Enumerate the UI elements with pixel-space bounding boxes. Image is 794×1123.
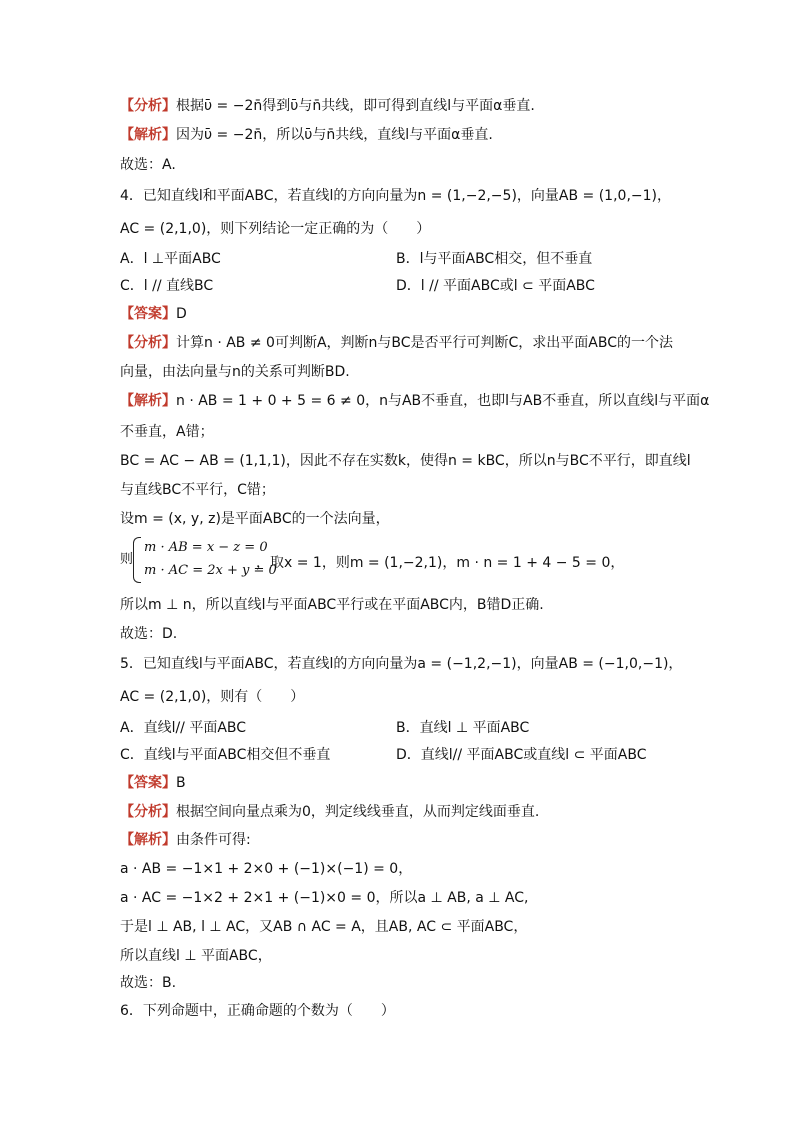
system-prefix: 则 <box>120 552 134 567</box>
q4-stem-line-2: AC = (2,1,0)，则下列结论一定正确的为（ ） <box>120 221 431 237</box>
q4-option-c: C．l // 直线BC <box>120 278 214 294</box>
answer-tag: 【答案】 <box>120 306 176 322</box>
q4-solution-line-1 <box>120 391 710 411</box>
q5-option-b: B．直线l ⊥ 平面ABC <box>396 720 530 736</box>
analysis-tag: 【分析】 <box>120 335 176 351</box>
q3-analysis-line <box>120 96 704 116</box>
q5-stem-line-2: AC = (2,1,0)，则有（ ） <box>120 689 305 705</box>
q4-solution-line-6: 所以m ⊥ n，所以直线l与平面ABC平行或在平面ABC内，B错D正确. <box>120 597 544 613</box>
q4-option-d: D．l // 平面ABC或l ⊂ 平面ABC <box>396 278 595 294</box>
q5-solution-text-1: 由条件可得: <box>176 832 251 848</box>
system-equation-2: m · AC = 2x + y = 0 <box>144 563 277 578</box>
q3-solution-text: 因为ῡ = −2n̄，所以ῡ与n̄共线，直线l与平面α垂直. <box>176 127 493 143</box>
system-continuation: ，取x = 1，则m = (1,−2,1)，m · n = 1 + 4 − 5 = 0， <box>256 555 625 571</box>
q4-analysis-text-1: 计算n · AB ≠ 0可判断A，判断n与BC是否平行可判断C，求出平面ABC的一个法 <box>176 335 674 351</box>
q5-solution-line-1 <box>120 830 704 850</box>
q4-analysis-line-2: 向量，由法向量与n的关系可判断BD. <box>120 364 350 380</box>
q5-option-a: A．直线l// 平面ABC <box>120 720 247 736</box>
system-brace <box>133 537 141 583</box>
system-equation-1: m · AB = x − z = 0 <box>144 540 268 555</box>
q5-solution-line-2: a · AB = −1×1 + 2×0 + (−1)×(−1) = 0， <box>120 861 413 877</box>
q4-solution-line-2: 不垂直，A错； <box>120 424 214 440</box>
q4-option-a: A．l ⊥平面ABC <box>120 251 221 267</box>
q4-choose: 故选：D. <box>120 626 178 642</box>
q5-answer-value: B <box>176 775 186 791</box>
q5-stem-line-1: 5．已知直线l与平面ABC，若直线l的方向向量为a = (−1,2,−1)，向量AB = (−1,0,−1)， <box>120 656 683 672</box>
q4-answer-value: D <box>176 306 187 322</box>
q4-solution-line-5: 设m = (x, y, z)是平面ABC的一个法向量， <box>120 511 390 527</box>
answer-tag: 【答案】 <box>120 775 176 791</box>
q4-stem-line-1: 4．已知直线l和平面ABC，若直线l的方向向量为n = (1,−2,−5)，向量AB = (1,0,−1)， <box>120 188 671 204</box>
solution-tag: 【解析】 <box>120 127 176 143</box>
q5-answer-line <box>120 773 704 793</box>
analysis-tag: 【分析】 <box>120 98 176 114</box>
q3-solution-line <box>120 125 704 145</box>
q4-option-b: B．l与平面ABC相交，但不垂直 <box>396 251 593 267</box>
q5-analysis-text: 根据空间向量点乘为0，判定线线垂直，从而判定线面垂直. <box>176 804 540 820</box>
q5-solution-line-5: 所以直线l ⊥ 平面ABC， <box>120 948 272 964</box>
q5-option-d: D．直线l// 平面ABC或直线l ⊂ 平面ABC <box>396 747 647 763</box>
q5-analysis-line <box>120 802 704 822</box>
solution-tag: 【解析】 <box>120 393 176 409</box>
q4-solution-line-4: 与直线BC不平行，C错； <box>120 482 275 498</box>
q4-solution-line-3: BC = AC − AB = (1,1,1)，因此不存在实数k，使得n = kBC，所以n与BC不平行，即直线l <box>120 453 691 469</box>
q5-choose: 故选：B. <box>120 975 177 991</box>
analysis-tag: 【分析】 <box>120 804 176 820</box>
q4-solution-text-1: n · AB = 1 + 0 + 5 = 6 ≠ 0，n与AB不垂直，也即l与AB不垂直，所以直线l与平面α <box>176 393 710 409</box>
q5-option-c: C．直线l与平面ABC相交但不垂直 <box>120 747 331 763</box>
q3-choose: 故选：A. <box>120 157 176 173</box>
q4-analysis-line-1 <box>120 333 704 353</box>
q4-answer-line <box>120 304 704 324</box>
q5-solution-line-3: a · AC = −1×2 + 2×1 + (−1)×0 = 0，所以a ⊥ AB, a ⊥ AC, <box>120 890 529 906</box>
solution-tag: 【解析】 <box>120 832 176 848</box>
q6-stem: 6．下列命题中，正确命题的个数为（ ） <box>120 1003 395 1019</box>
q3-analysis-text: 根据ῡ = −2n̄得到ῡ与n̄共线，即可得到直线l与平面α垂直. <box>176 98 535 114</box>
q5-solution-line-4: 于是l ⊥ AB, l ⊥ AC，又AB ∩ AC = A，且AB, AC ⊂ 平面ABC， <box>120 919 528 935</box>
